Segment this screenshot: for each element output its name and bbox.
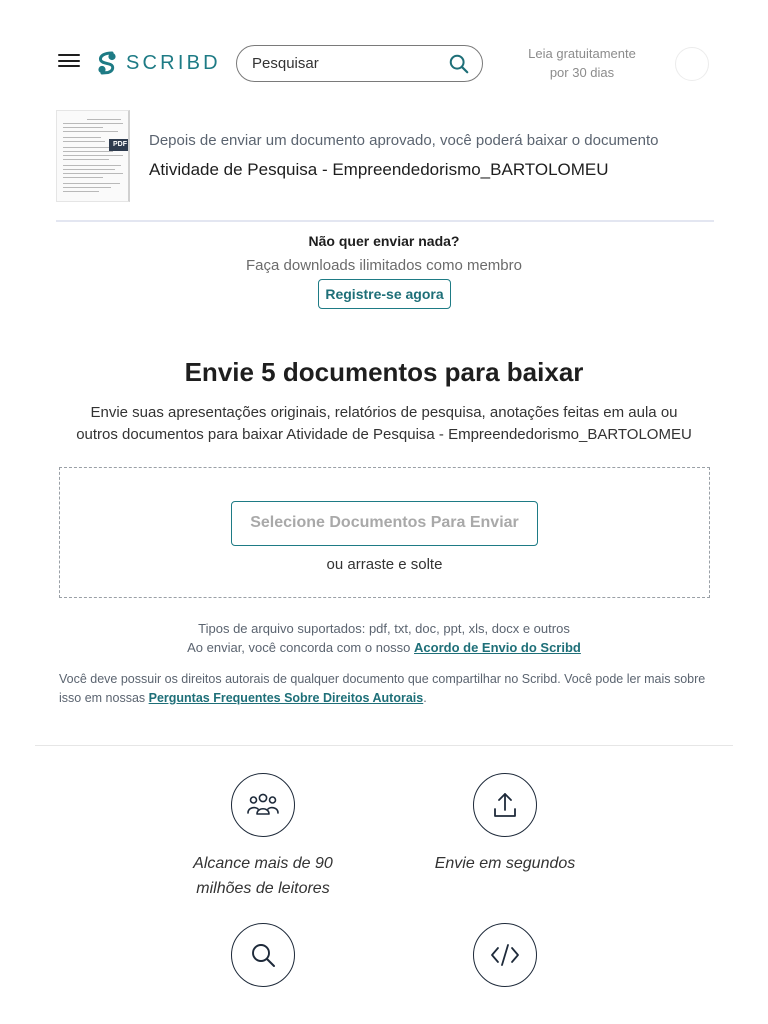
- trial-line-1: Leia gratuitamente: [528, 46, 636, 61]
- agreement-text: Ao enviar, você concorda com o nosso: [187, 640, 415, 655]
- search-icon[interactable]: [448, 53, 470, 75]
- feature-label-line-2: milhões de leitores: [196, 880, 330, 897]
- copyright-text: Você deve possuir os direitos autorais de qualquer documento que compartilhar no Scribd. Você pode ler mais sobre isso em nossas: [59, 672, 706, 705]
- search-input[interactable]: Pesquisar: [252, 55, 319, 72]
- copyright-faq-link[interactable]: Perguntas Frequentes Sobre Direitos Autorais: [148, 691, 424, 705]
- drag-drop-text: ou arraste e solte: [326, 556, 443, 573]
- select-documents-button[interactable]: Selecione Documentos Para Enviar: [231, 501, 538, 546]
- no-upload-subtext: Faça downloads ilimitados como membro: [246, 257, 522, 274]
- feature-upload-seconds: [415, 773, 595, 876]
- document-title: Atividade de Pesquisa - Empreendedorismo_BARTOLOMEU: [149, 160, 609, 179]
- pdf-badge: PDF: [109, 139, 130, 151]
- section-divider: [35, 745, 733, 746]
- upload-description: Envie suas apresentações originais, relatórios de pesquisa, anotações feitas em aula ou outros documentos para baixar Atividade de Pesquisa - Empreendedorismo_BARTOLOMEU: [76, 404, 692, 443]
- upload-agreement: [0, 640, 768, 655]
- scribd-logo[interactable]: [96, 50, 221, 76]
- download-note: Depois de enviar um documento aprovado, você poderá baixar o documento: [149, 132, 659, 149]
- feature-reach-readers: [173, 773, 353, 901]
- upload-agreement-link[interactable]: Acordo de Envio do Scribd: [414, 640, 581, 655]
- hamburger-menu-icon[interactable]: [58, 54, 80, 72]
- no-upload-heading: Não quer enviar nada?: [308, 233, 460, 249]
- document-info: [56, 110, 714, 222]
- site-header: [0, 0, 768, 126]
- scribd-logo-icon: [96, 50, 118, 76]
- upload-dropzone[interactable]: [59, 467, 710, 598]
- trial-line-2: por 30 dias: [549, 65, 615, 80]
- document-thumbnail: [56, 110, 130, 202]
- avatar[interactable]: [675, 47, 709, 81]
- upload-title: Envie 5 documentos para baixar: [184, 357, 584, 387]
- copyright-period: .: [423, 691, 427, 705]
- code-icon: [473, 923, 537, 987]
- people-icon: [231, 773, 295, 837]
- copyright-notice: [59, 670, 709, 708]
- feature-label-line-1: Envie em segundos: [434, 855, 576, 872]
- feature-search: [173, 923, 353, 987]
- supported-file-types: Tipos de arquivo suportados: pdf, txt, doc, ppt, xls, docx e outros: [198, 621, 570, 636]
- search-icon: [231, 923, 295, 987]
- feature-label: [173, 851, 353, 901]
- logo-wordmark: SCRIBD: [126, 51, 221, 74]
- register-button[interactable]: Registre-se agora: [318, 279, 451, 309]
- free-trial-link[interactable]: [512, 44, 652, 82]
- upload-icon: [473, 773, 537, 837]
- search-bar[interactable]: [236, 45, 483, 82]
- feature-label-line-1: Alcance mais de 90: [193, 855, 333, 872]
- feature-embed: [415, 923, 595, 987]
- feature-label: [415, 851, 595, 876]
